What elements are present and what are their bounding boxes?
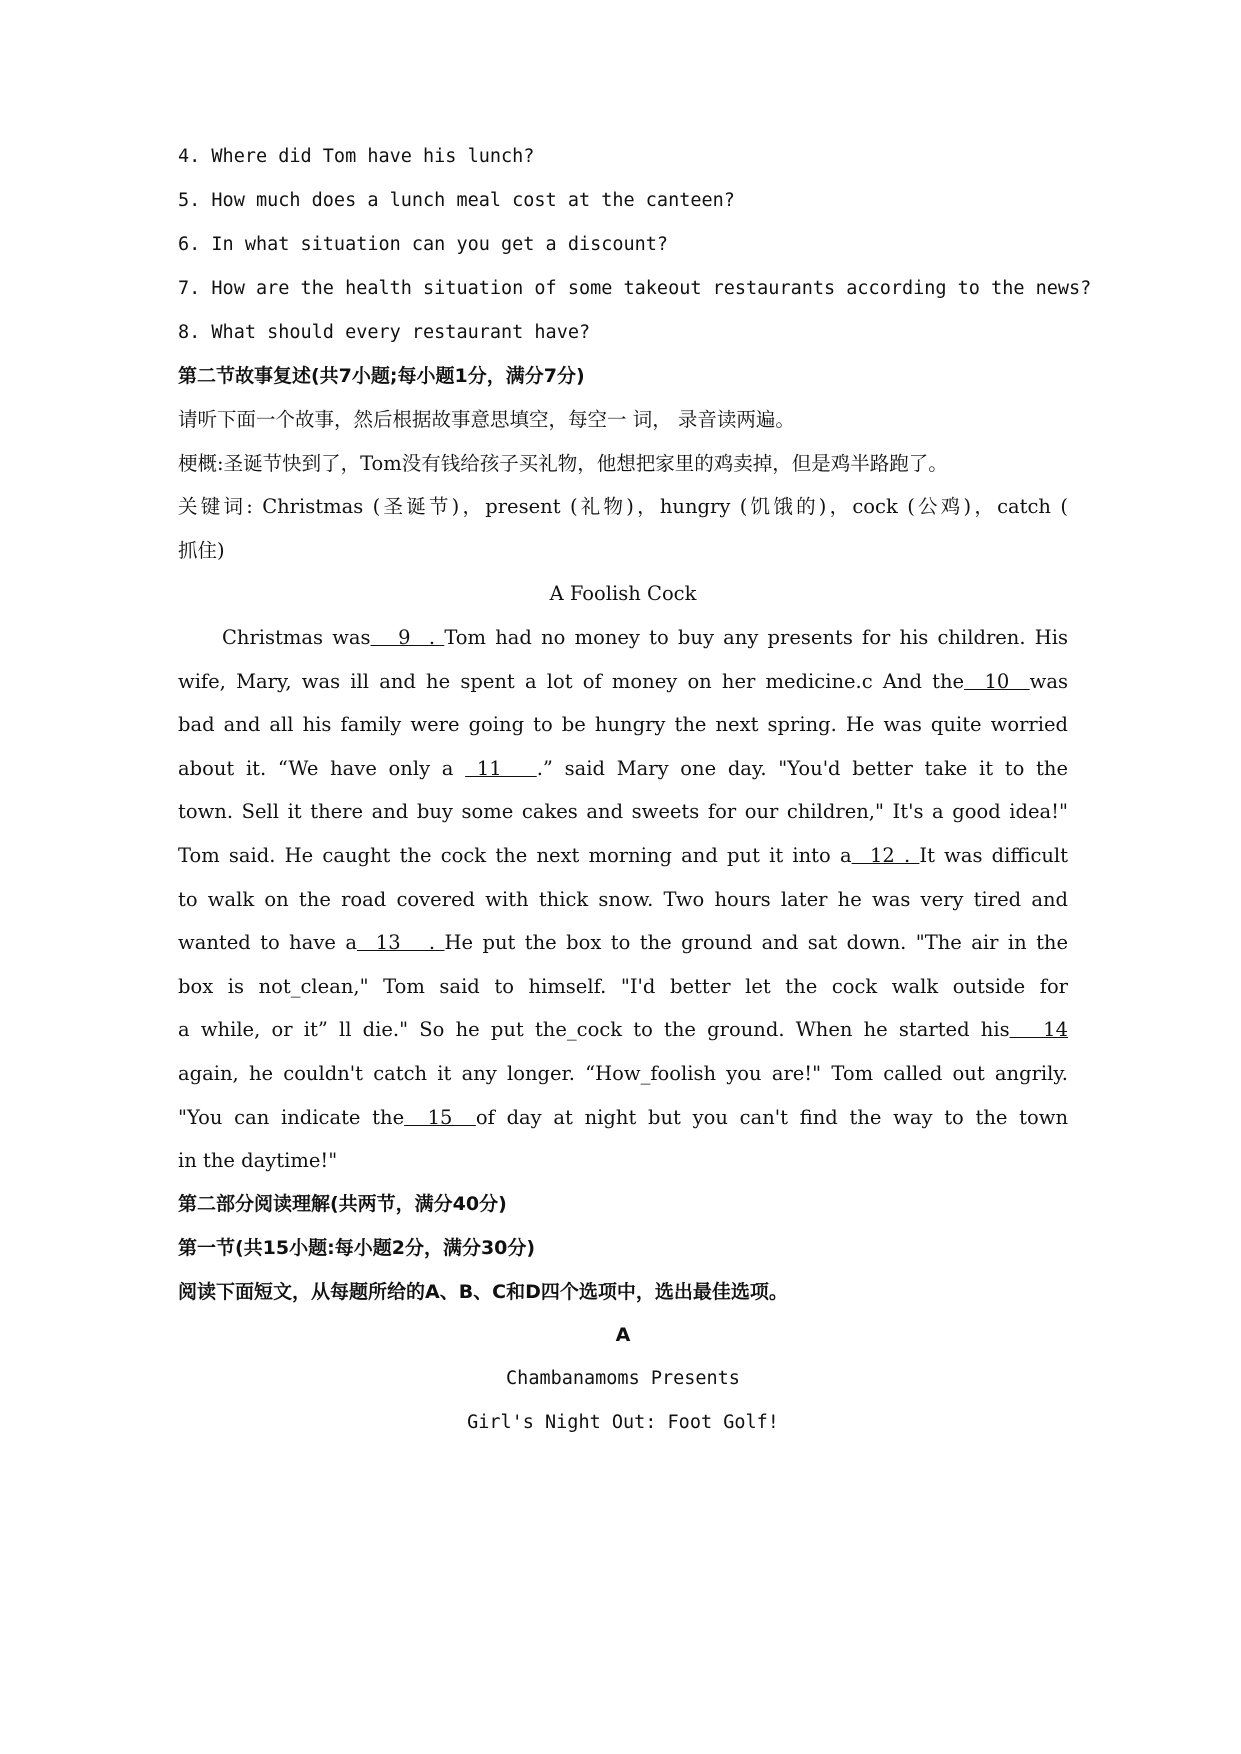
story-text: Tom had no money to buy any presents for his children. His xyxy=(444,626,1069,649)
passage-title-1: Chambanamoms Presents xyxy=(506,1368,740,1389)
story-line-13: in the daytime!" xyxy=(178,1149,338,1172)
story-line-5: town. Sell it there and buy some cakes and sweets for our children," It's a good idea!" xyxy=(178,800,1068,823)
question-5: 5. How much does a lunch meal cost at the canteen? xyxy=(178,190,735,211)
question-4: 4. Where did Tom have his lunch? xyxy=(178,146,535,167)
story-text: Christmas was xyxy=(222,626,371,649)
story-text: was xyxy=(1029,670,1068,693)
blank-10: 10 xyxy=(964,670,1030,693)
story-title: A Foolish Cock xyxy=(549,582,697,605)
blank-9: 9 . xyxy=(370,626,445,649)
story-line-8 xyxy=(178,930,1068,956)
story-text: wife, Mary, was ill and he spent a lot of money on her medicine.c And the xyxy=(178,670,965,693)
story-line-7: to walk on the road covered with thick snow. Two hours later he was very tired and xyxy=(178,888,1068,911)
story-line-12 xyxy=(178,1105,1068,1131)
story-text: .” said Mary one day. "You'd better take it to the xyxy=(536,757,1068,780)
section2-heading: 第二节故事复述(共7小题;每小题1分，满分7分) xyxy=(178,365,585,387)
section2-instruction: 请听下面一个故事，然后根据故事意思填空，每空一 词， 录音读两遍。 xyxy=(178,408,795,431)
part2-section1-heading: 第一节(共15小题:每小题2分，满分30分) xyxy=(178,1237,536,1259)
story-line-11: again, he couldn't catch it any longer. “How_foolish you are!" Tom called out angrily. xyxy=(178,1062,1068,1085)
story-line-1 xyxy=(178,625,1068,651)
blank-11: 11 xyxy=(465,757,537,780)
story-text: of day at night but you can't find the way to the town xyxy=(475,1106,1069,1129)
story-line-9: box is not_clean," Tom said to himself. "I'd better let the cock walk outside for xyxy=(178,975,1068,998)
keywords-line: 关键词: Christmas (圣诞节)，present (礼物)，hungry (饥饿的)，cock (公鸡)，catch ( xyxy=(178,495,1068,518)
keywords-line-cont: 抓住) xyxy=(178,539,225,562)
blank-13: 13 . xyxy=(356,931,445,954)
story-text: "You can indicate the xyxy=(178,1106,405,1129)
question-8: 8. What should every restaurant have? xyxy=(178,322,591,343)
story-text: about it. “We have only a xyxy=(178,757,466,780)
blank-12: 12 . xyxy=(851,844,920,867)
story-text: a while, or it” ll die." So he put the_cock to the ground. When he started his xyxy=(178,1018,1010,1041)
story-text: It was difficult xyxy=(919,844,1069,867)
part2-heading: 第二部分阅读理解(共两节，满分40分) xyxy=(178,1193,507,1215)
question-6: 6. In what situation can you get a discount? xyxy=(178,234,669,255)
story-line-6 xyxy=(178,843,1068,869)
story-text: Tom said. He caught the cock the next morning and put it into a xyxy=(178,844,852,867)
story-line-3: bad and all his family were going to be hungry the next spring. He was quite worried xyxy=(178,713,1068,736)
story-line-2 xyxy=(178,669,1068,695)
story-line-10 xyxy=(178,1017,1068,1043)
blank-14: 14 xyxy=(1009,1018,1068,1041)
blank-15: 15 xyxy=(404,1106,476,1129)
part2-instruction: 阅读下面短文，从每题所给的A、B、C和D四个选项中，选出最佳选项。 xyxy=(178,1281,788,1303)
story-summary: 梗概:圣诞节快到了，Tom没有钱给孩子买礼物，他想把家里的鸡卖掉，但是鸡半路跑了。 xyxy=(178,452,948,475)
story-text: He put the box to the ground and sat down. "The air in the xyxy=(444,931,1069,954)
passage-title-2: Girl's Night Out: Foot Golf! xyxy=(467,1412,779,1433)
passage-label: A xyxy=(615,1324,631,1346)
story-line-4 xyxy=(178,756,1068,782)
story-text: wanted to have a xyxy=(178,931,357,954)
question-7: 7. How are the health situation of some takeout restaurants according to the news? xyxy=(178,278,1092,299)
